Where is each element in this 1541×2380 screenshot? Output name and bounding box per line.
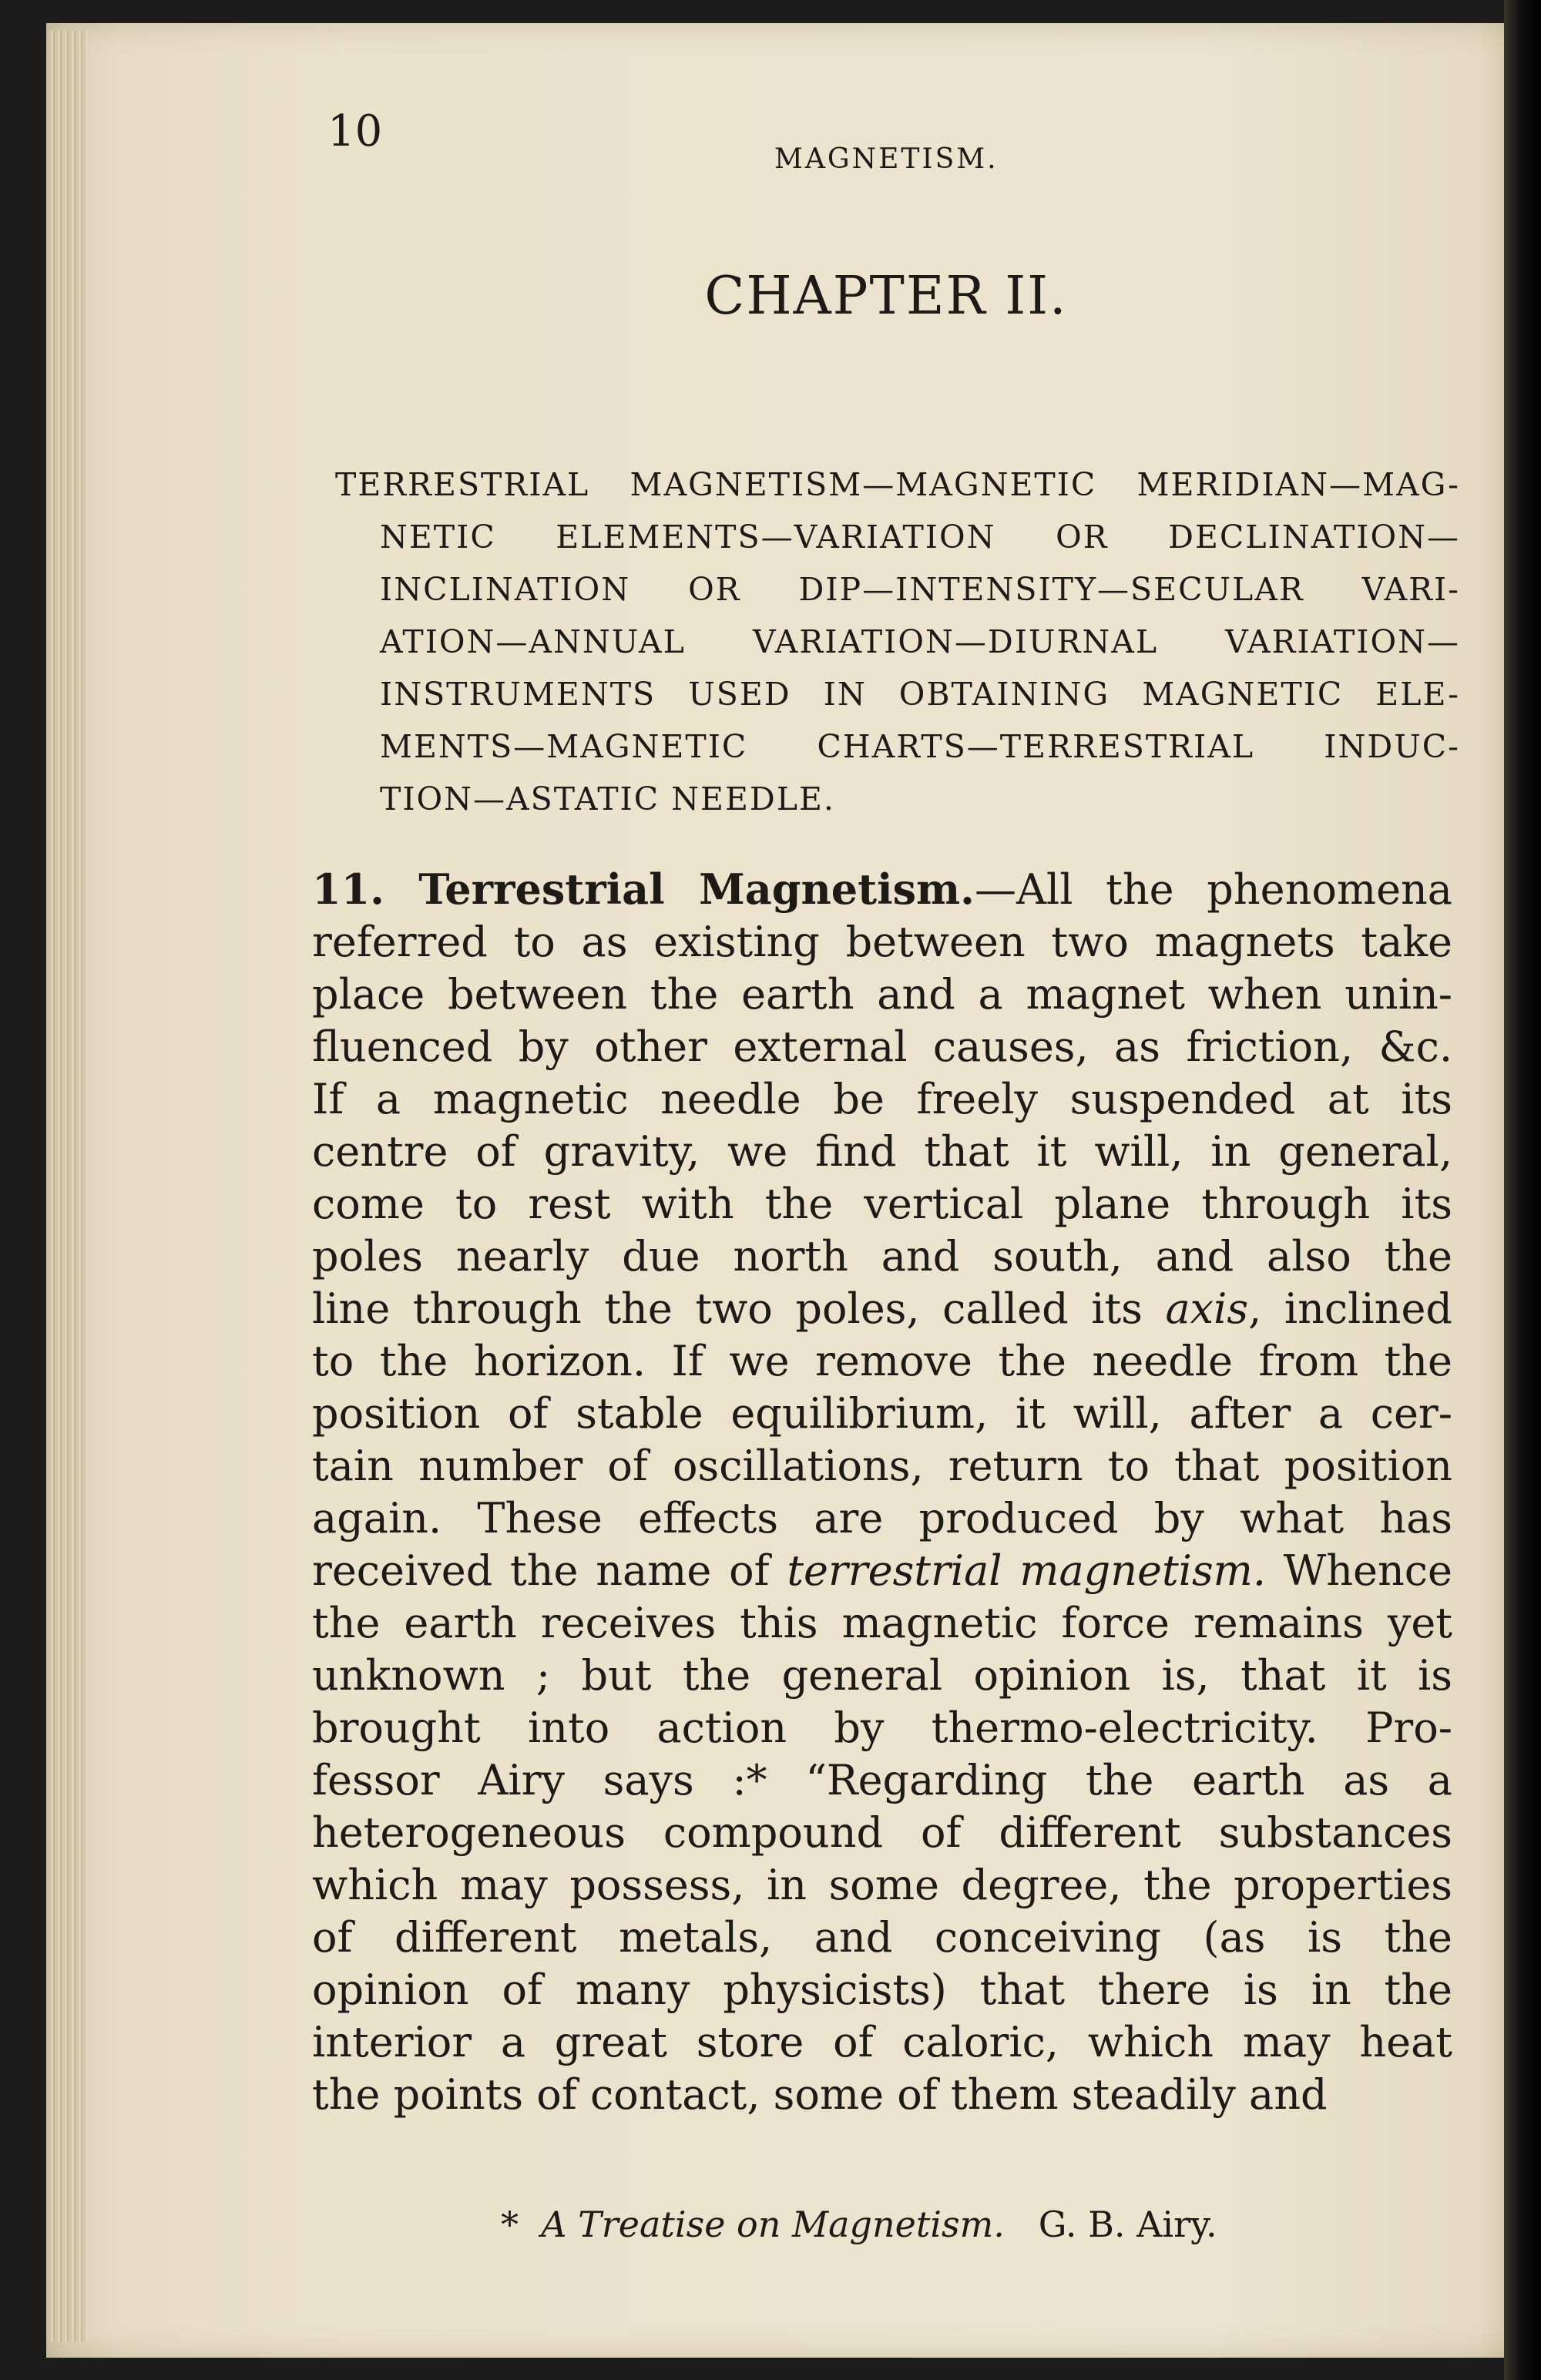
summary-line: TERRESTRIAL MAGNETISM—MAGNETIC MERIDIAN—MAG- [335, 466, 1460, 503]
body-line: the earth receives this magnetic force remains yet [312, 1599, 1452, 1647]
body-line: of different metals, and conceiving (as is the [312, 1913, 1452, 1962]
page-edges [49, 31, 88, 2342]
body-line-axis [312, 1283, 1452, 1335]
body-line: If a magnetic needle be freely suspended at its [312, 1075, 1452, 1123]
tm-line-after: Whence [1266, 1546, 1452, 1595]
body-line: fluenced by other external causes, as friction, &c. [312, 1022, 1452, 1071]
summary-line: TION—ASTATIC NEEDLE. [380, 780, 835, 817]
footnote-author: G. B. Airy. [1038, 2204, 1217, 2245]
running-head [312, 106, 1460, 175]
chapter-title: CHAPTER II. [704, 266, 1068, 327]
page-number: 10 [327, 106, 383, 156]
body-line: heterogeneous compound of different substances [312, 1808, 1452, 1857]
section-body [312, 863, 1452, 2121]
footnote-title: A Treatise on Magnetism. [541, 2204, 1005, 2245]
body-line: come to rest with the vertical plane through its [312, 1180, 1452, 1228]
section-first-line [312, 863, 1452, 916]
summary-line: MENTS—MAGNETIC CHARTS—TERRESTRIAL INDUC- [380, 728, 1460, 765]
body-line: to the horizon. If we remove the needle from the [312, 1337, 1452, 1385]
body-line: centre of gravity, we find that it will, in general, [312, 1127, 1452, 1176]
footnote-marker: * [501, 2204, 519, 2245]
body-line-terrestrial [312, 1545, 1452, 1597]
summary-line: ATION—ANNUAL VARIATION—DIURNAL VARIATION— [380, 623, 1460, 660]
book-binding [1504, 0, 1541, 2380]
body-line: interior a great store of caloric, which may heat [312, 2018, 1452, 2066]
body-line: the points of contact, some of them steadily and [312, 2070, 1328, 2119]
chapter-summary [335, 458, 1460, 825]
body-line: fessor Airy says :* “Regarding the earth as a [312, 1756, 1452, 1804]
body-line: tain number of oscillations, return to that position [312, 1442, 1452, 1490]
summary-line: NETIC ELEMENTS—VARIATION OR DECLINATION— [380, 519, 1460, 556]
running-title: MAGNETISM. [774, 143, 999, 175]
body-line: unknown ; but the general opinion is, that it is [312, 1651, 1452, 1700]
body-line: brought into action by thermo-electricity. Pro- [312, 1704, 1452, 1752]
axis-term: axis [1165, 1284, 1249, 1333]
body-line: which may possess, in some degree, the properties [312, 1861, 1452, 1909]
body-line: opinion of many physicists) that there is in the [312, 1965, 1452, 2014]
tm-line-before: received the name of [312, 1546, 787, 1595]
summary-line: INCLINATION OR DIP—INTENSITY—SECULAR VARI- [380, 571, 1460, 608]
body-line: referred to as existing between two magnets take [312, 918, 1452, 966]
axis-line-after: , inclined [1248, 1284, 1452, 1333]
body-line: position of stable equilibrium, it will, after a cer- [312, 1389, 1452, 1438]
section-heading: 11. Terrestrial Magnetism. [312, 864, 975, 914]
terrestrial-magnetism-term: terrestrial magnetism. [787, 1546, 1267, 1595]
summary-line: INSTRUMENTS USED IN OBTAINING MAGNETIC ELE- [380, 676, 1460, 713]
body-line: poles nearly due north and south, and also the [312, 1232, 1452, 1281]
body-line: again. These effects are produced by what has [312, 1494, 1452, 1542]
section-first-line-text: —All the phenomena [974, 865, 1452, 914]
footnote [501, 2204, 1502, 2245]
body-line: place between the earth and a magnet when unin- [312, 970, 1452, 1019]
axis-line-before: line through the two poles, called its [312, 1284, 1166, 1333]
